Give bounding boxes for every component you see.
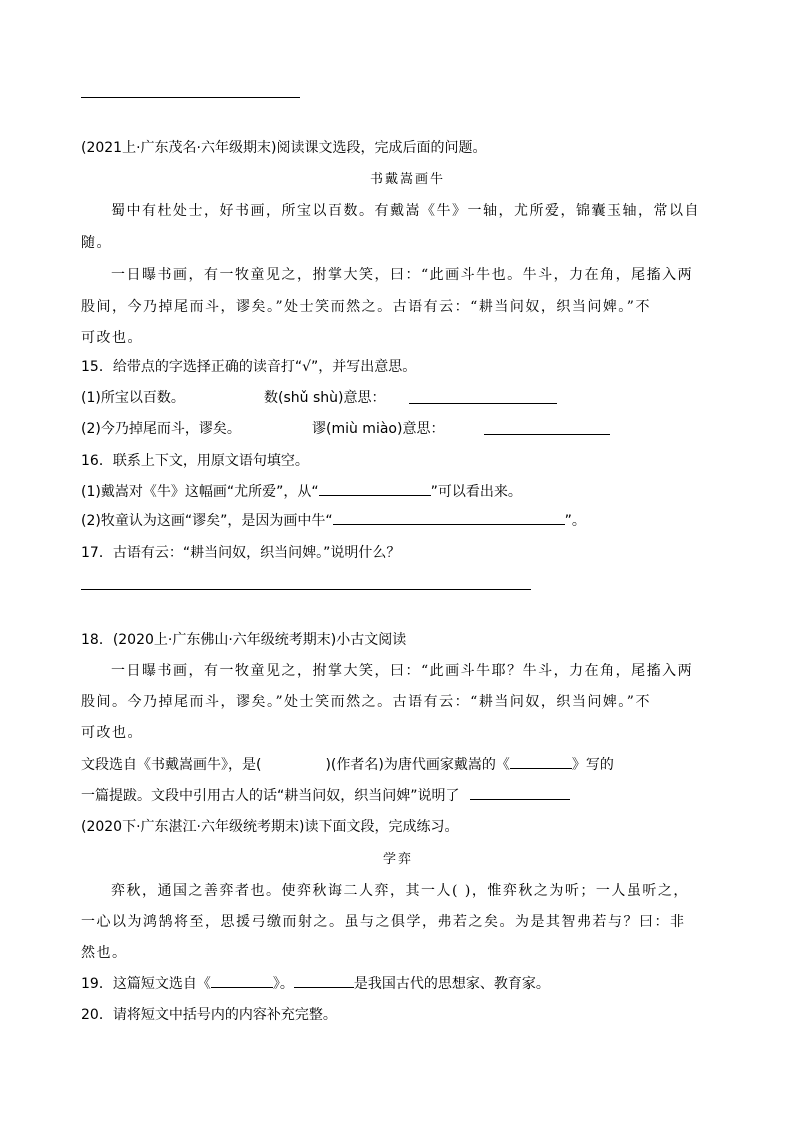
question-18-stem: 18．(2020上·广东佛山·六年级统考期末)小古文阅读 [81,632,407,648]
answer-blank[interactable] [333,510,565,525]
question-intro-1: (2021上·广东茂名·六年级期末)阅读课文选段，完成后面的问题。 [81,140,487,156]
question-18-fill-1 [81,754,614,774]
answer-blank[interactable] [319,481,431,496]
passage-line: 股间。今乃掉尾而斗，谬矣。”处士笑而然之。古语有云：“耕当问奴，织当问婢。”不 [81,694,651,710]
passage-title-2: 学弈 [383,852,414,867]
answer-blank[interactable] [484,434,610,435]
question-15-item-2: (2)今乃掉尾而斗，谬矣。 [81,421,241,437]
question-intro-2: (2020下·广东湛江·六年级统考期末)读下面文段，完成练习。 [81,819,459,835]
question-15-item-2-pinyin: 谬(miù miào)意思： [312,421,445,437]
passage-line: 然也。 [81,945,128,961]
question-19-c: 是我国古代的思想家、教育家。 [353,976,550,992]
question-16-item-2 [81,510,586,530]
passage-line: 可改也。 [81,725,143,741]
answer-blank[interactable] [294,973,354,988]
answer-line-top[interactable] [81,97,300,98]
question-18-fill-1-a: 文段选自《书戴嵩画牛》，是( [81,757,262,773]
question-15-item-1: (1)所宝以百数。 [81,390,185,406]
answer-blank[interactable] [409,403,557,404]
passage-line: 弈秋，通国之善弈者也。使弈秋诲二人弈，其一人( )，惟弈秋之为听；一人虽听之， [111,883,689,899]
passage-line: 蜀中有杜处士，好书画，所宝以百数。有戴嵩《牛》一轴，尤所爱，锦囊玉轴，常以自 [111,203,700,219]
question-15-stem: 15．给带点的字选择正确的读音打“√”，并写出意思。 [81,359,417,375]
passage-line: 一心以为鸿鹄将至，思援弓缴而射之。虽与之俱学，弗若之矣。为是其智弗若与？曰：非 [81,914,686,930]
passage-line: 一日曝书画，有一牧童见之，拊掌大笑，曰：“此画斗牛也。牛斗，力在角，尾搐入两 [111,267,694,283]
answer-blank[interactable] [211,973,273,988]
question-16-item-1-text: (1)戴嵩对《牛》这幅画“尤所爱”，从“ [81,484,319,500]
question-18-fill-2-a: 一篇提跋。文段中引用古人的话“耕当问奴，织当问婢”说明了 [81,788,460,804]
passage-line: 股间，今乃掉尾而斗，谬矣。”处士笑而然之。古语有云：“耕当问奴，织当问婢。”不 [81,299,651,315]
question-18-fill-2 [81,785,570,805]
question-16-item-1 [81,481,522,501]
question-16-item-2-end: ”。 [564,513,586,529]
answer-line[interactable] [81,589,531,590]
question-18-fill-1-c: 》写的 [571,757,614,773]
question-16-item-2-text: (2)牧童认为这画“谬矣”，是因为画中牛“ [81,513,333,529]
passage-title-1: 书戴嵩画牛 [370,172,446,187]
question-15-item-1-pinyin: 数(shǔ shù)意思： [264,390,386,406]
question-16-item-1-end: ”可以看出来。 [430,484,522,500]
question-19-b: 》。 [272,976,294,992]
question-17-stem: 17．古语有云：“耕当问奴，织当问婢。”说明什么？ [81,545,401,561]
passage-line: 可改也。 [81,330,143,346]
question-19 [81,973,550,993]
passage-line: 一日曝书画，有一牧童见之，拊掌大笑，曰：“此画斗牛耶？牛斗，力在角，尾搐入两 [111,663,694,679]
question-19-a: 19．这篇短文选自《 [81,976,211,992]
question-16-stem: 16．联系上下文，用原文语句填空。 [81,453,309,469]
answer-blank[interactable] [470,785,570,800]
answer-blank[interactable] [510,754,572,769]
passage-line: 随。 [81,235,112,251]
question-18-fill-1-b: )(作者名)为唐代画家戴嵩的《 [325,757,510,773]
question-20-stem: 20．请将短文中括号内的内容补充完整。 [81,1007,337,1023]
